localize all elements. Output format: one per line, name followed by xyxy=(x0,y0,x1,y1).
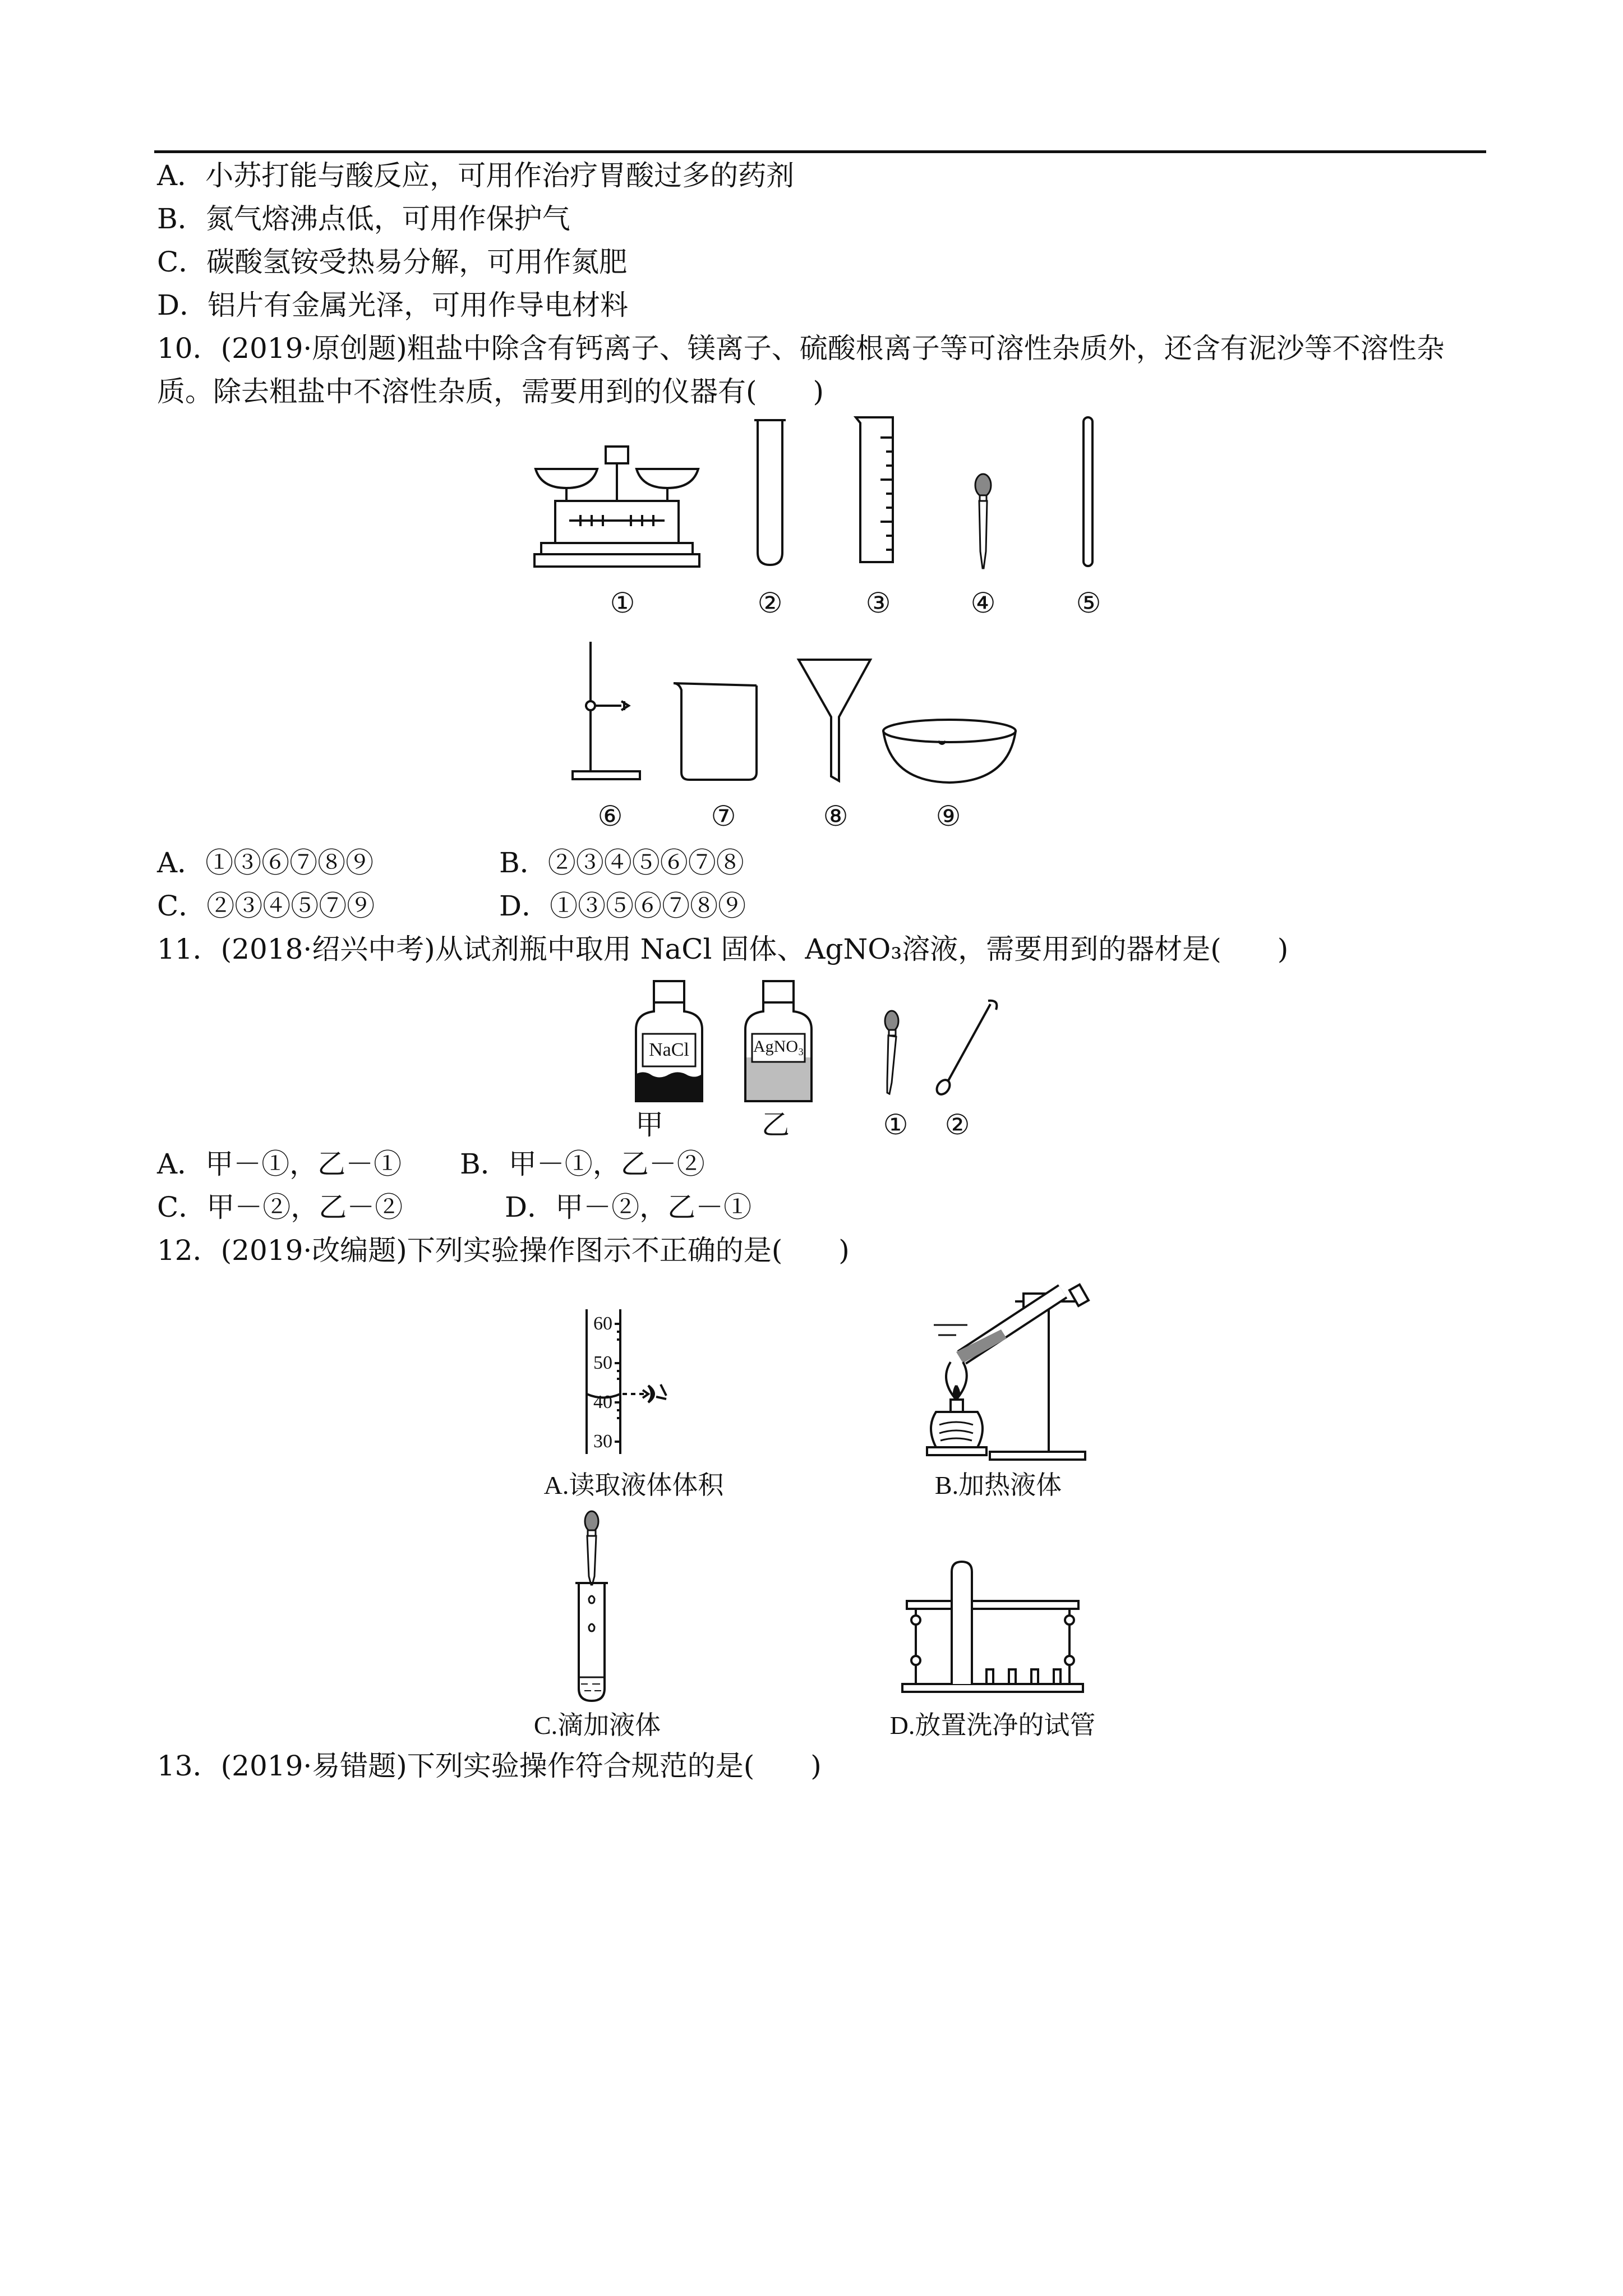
q10-option-a: A．①③⑥⑦⑧⑨ xyxy=(157,846,374,879)
graduated-cylinder-figure xyxy=(852,415,897,569)
heating-liquid-figure xyxy=(923,1279,1091,1464)
q9-option-a: A．小苏打能与酸反应，可用作治疗胃酸过多的药剂 xyxy=(157,159,795,192)
cylinder-tick-40: 40 xyxy=(593,1392,612,1412)
q11-label-2: ② xyxy=(944,1108,970,1141)
apparatus-label-4: ④ xyxy=(970,587,996,619)
q9-option-c: C．碳酸氢铵受热易分解，可用作氮肥 xyxy=(157,246,628,278)
q10-stem-line2: 质。除去粗盐中不溶性杂质，需要用到的仪器有( ) xyxy=(157,375,824,408)
q11-option-a: A．甲－①，乙－① xyxy=(157,1148,402,1180)
cylinder-tick-50: 50 xyxy=(593,1352,612,1373)
q11-dropper-figure xyxy=(880,1010,914,1097)
q10-option-c: C．②③④⑤⑦⑨ xyxy=(157,890,375,922)
q12-stem: 12．(2019·改编题)下列实验操作图示不正确的是( ) xyxy=(157,1234,850,1267)
q10-option-d: D．①③⑤⑥⑦⑧⑨ xyxy=(499,890,746,922)
apparatus-label-3: ③ xyxy=(865,587,891,619)
apparatus-label-5: ⑤ xyxy=(1076,587,1101,619)
caption-b: B.加热液体 xyxy=(934,1471,1062,1499)
q10-option-b: B．②③④⑤⑥⑦⑧ xyxy=(499,846,744,879)
medicine-spoon-figure xyxy=(932,997,1005,1098)
apparatus-label-1: ① xyxy=(610,587,635,619)
beaker-figure xyxy=(670,680,766,784)
caption-c: C.滴加液体 xyxy=(533,1711,661,1740)
apparatus-label-7: ⑦ xyxy=(711,800,736,832)
apparatus-label-9: ⑨ xyxy=(935,800,961,832)
q13-stem: 13．(2019·易错题)下列实验操作符合规范的是( ) xyxy=(157,1750,822,1782)
apparatus-label-6: ⑥ xyxy=(597,800,623,832)
q9-option-b: B．氮气熔沸点低，可用作保护气 xyxy=(157,203,570,235)
q9-option-d: D．铝片有金属光泽，可用作导电材料 xyxy=(157,289,629,321)
header-rule xyxy=(154,150,1486,153)
test-tube-rack-figure xyxy=(900,1559,1085,1694)
q10-stem-line1: 10．(2019·原创题)粗盐中除含有钙离子、镁离子、硫酸根离子等可溶性杂质外，还含有泥沙等不溶性杂 xyxy=(157,332,1445,365)
glass-rod-figure xyxy=(1080,415,1096,569)
jia-label: 甲 xyxy=(635,1108,663,1141)
iron-stand-figure xyxy=(568,639,652,783)
apparatus-label-2: ② xyxy=(757,587,783,619)
evaporating-dish-figure xyxy=(879,716,1020,786)
q11-label-1: ① xyxy=(883,1108,909,1141)
cylinder-tick-30: 30 xyxy=(593,1431,612,1452)
yi-label: 乙 xyxy=(762,1108,790,1141)
caption-a: A.读取液体体积 xyxy=(543,1471,724,1499)
balance-figure xyxy=(530,436,704,571)
q11-option-b: B．甲－①，乙－② xyxy=(460,1148,705,1180)
cylinder-tick-60: 60 xyxy=(593,1313,612,1334)
nacl-label: NaCl xyxy=(649,1039,689,1060)
dropping-liquid-figure xyxy=(566,1509,617,1705)
q11-stem: 11．(2018·绍兴中考)从试剂瓶中取用 NaCl 固体、AgNO₃溶液，需要用到的器材是( ) xyxy=(157,933,1289,965)
apparatus-label-8: ⑧ xyxy=(823,800,849,832)
agno3-label: AgNO₃ xyxy=(753,1037,804,1056)
test-tube-figure xyxy=(753,418,787,569)
dropper-figure xyxy=(972,473,994,571)
funnel-figure xyxy=(795,656,874,785)
q11-option-d: D．甲－②，乙－① xyxy=(505,1191,752,1223)
caption-d: D.放置洗净的试管 xyxy=(889,1711,1096,1740)
q11-option-c: C．甲－②，乙－② xyxy=(157,1191,403,1223)
